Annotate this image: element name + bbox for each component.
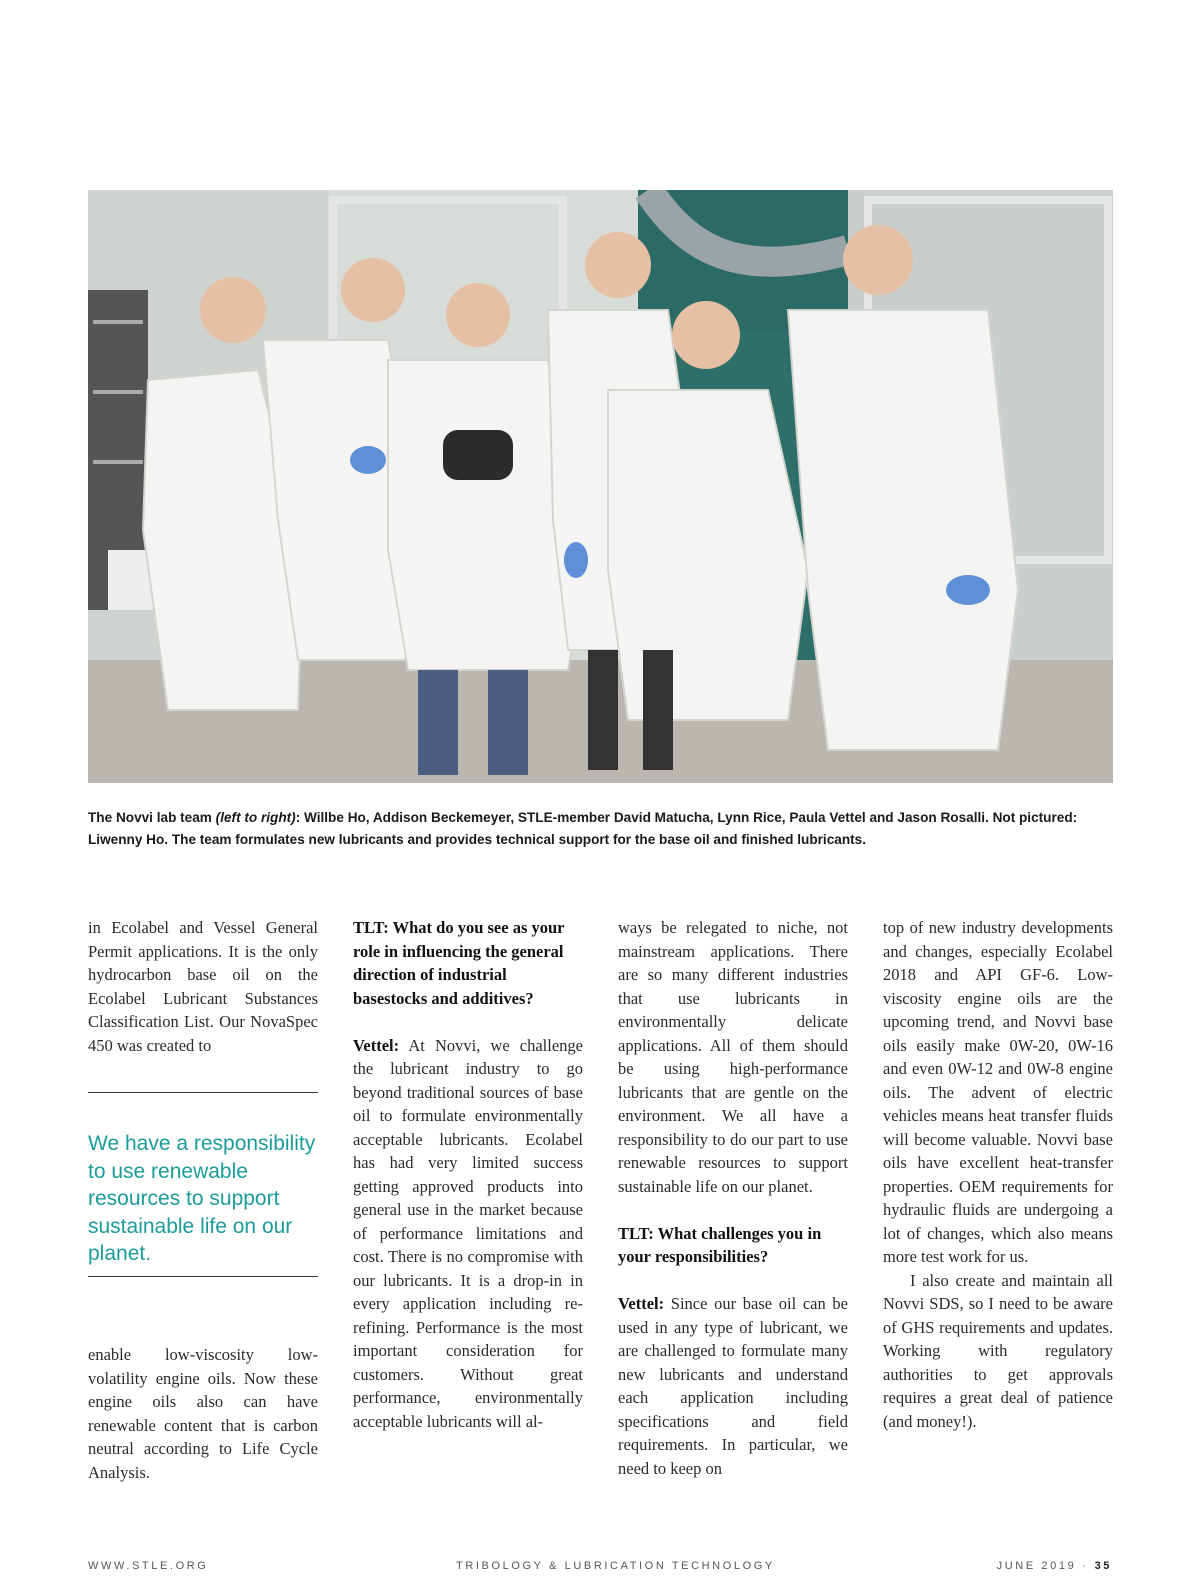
answer-2 (618, 1292, 848, 1480)
page-number: 35 (1094, 1560, 1112, 1572)
question-1: TLT: What do you see as your role in influencing the general direction of industrial basestocks and additives? (353, 918, 565, 1008)
col4-paragraph: top of new industry developments and changes, especially Ecolabel 2018 and API GF-6. Low-viscosity engine oils are the upcoming trend, and Novvi base oils easily make 0W-20, 0W-16 and even 0W-12 and 0W-8 engine oils. The advent of electric vehicles means heat transfer fluids will become valuable. Novvi base oils have excellent heat-transfer properties. OEM requirements for hydraulic fluids are undergoing a lot of changes, which also means more test work for us. (883, 918, 1113, 1266)
lab-team-photo (88, 190, 1113, 783)
caption-lead: The Novvi lab team (88, 810, 216, 825)
column-4 (883, 916, 1113, 1433)
footer-publication: TRIBOLOGY & LUBRICATION TECHNOLOGY (456, 1560, 775, 1572)
caption-italic: (left to right) (215, 810, 296, 825)
answer-1-text: At Novvi, we challenge the lubricant industry to go beyond traditional sources of base oil to formulate environmentally acceptable lubricants. Ecolabel has had very limited success getting approved products into general use in the market because of performance limitations and cost. There is no compromise with our lubricants. It is a drop-in in every application including re-refining. Performance is the most important consideration for customers. Without great performance, environmentally acceptable lubricants will al- (353, 1035, 583, 1431)
footer-date-page (997, 1560, 1112, 1572)
speaker-label: Vettel: (353, 1035, 400, 1055)
col1-paragraph-2: enable low-viscosity low-volatility engine oils. Now these engine oils also can have renewable content that is carbon neutral according to Life Cycle Analysis. (88, 1345, 318, 1482)
caption-rest: : Willbe Ho, Addison Beckemeyer, STLE-member David Matucha, Lynn Rice, Paula Vettel and Jason Rosalli. Not pictured: Liwenny Ho. The team formulates new lubricants and provides technical support for the base oil and finished lubricants. (88, 810, 1078, 847)
photo-caption (88, 807, 1113, 851)
col4-paragraph-2: I also create and maintain all Novvi SDS, so I need to be aware of GHS requirements and updates. Working with regulatory authorities to get approvals requires a great deal of patience (and money!). (883, 1270, 1113, 1431)
footer-website: WWW.STLE.ORG (88, 1560, 209, 1572)
pullquote: We have a responsibility to use renewable resources to support sustainable life on our planet. (88, 1132, 316, 1265)
pullquote-bottom-rule (88, 1276, 318, 1277)
footer-separator: · (1082, 1560, 1089, 1572)
lab-team-illustration (88, 190, 1113, 783)
col1-paragraph: in Ecolabel and Vessel General Permit applications. It is the only hydrocarbon base oil on the Ecolabel Lubricant Substances Classification List. Our NovaSpec 450 was created to (88, 918, 318, 1055)
column-2 (353, 916, 583, 1433)
column-1 (88, 916, 318, 1057)
pullquote-top-rule (88, 1092, 318, 1093)
column-3 (618, 916, 848, 1480)
column-1-continued (88, 1343, 318, 1484)
question-2: TLT: What challenges you in your responsibilities? (618, 1223, 822, 1266)
answer-1 (353, 1034, 583, 1434)
col3-paragraph: ways be relegated to niche, not mainstream applications. There are so many different industries that use lubricants in environmentally delicate applications. All of them should be using high-performance lubricants that are gentle on the environment. We all have a responsibility to do our part to use renewable resources to support sustainable life on our planet. (618, 918, 848, 1196)
speaker-label: Vettel: (618, 1294, 665, 1313)
answer-2-text: Since our base oil can be used in any type of lubricant, we are challenged to formulate many new lubricants and understand each application including specifications and field requirements. In particular, we need to keep on (618, 1294, 848, 1478)
footer-date: JUNE 2019 (996, 1560, 1077, 1572)
